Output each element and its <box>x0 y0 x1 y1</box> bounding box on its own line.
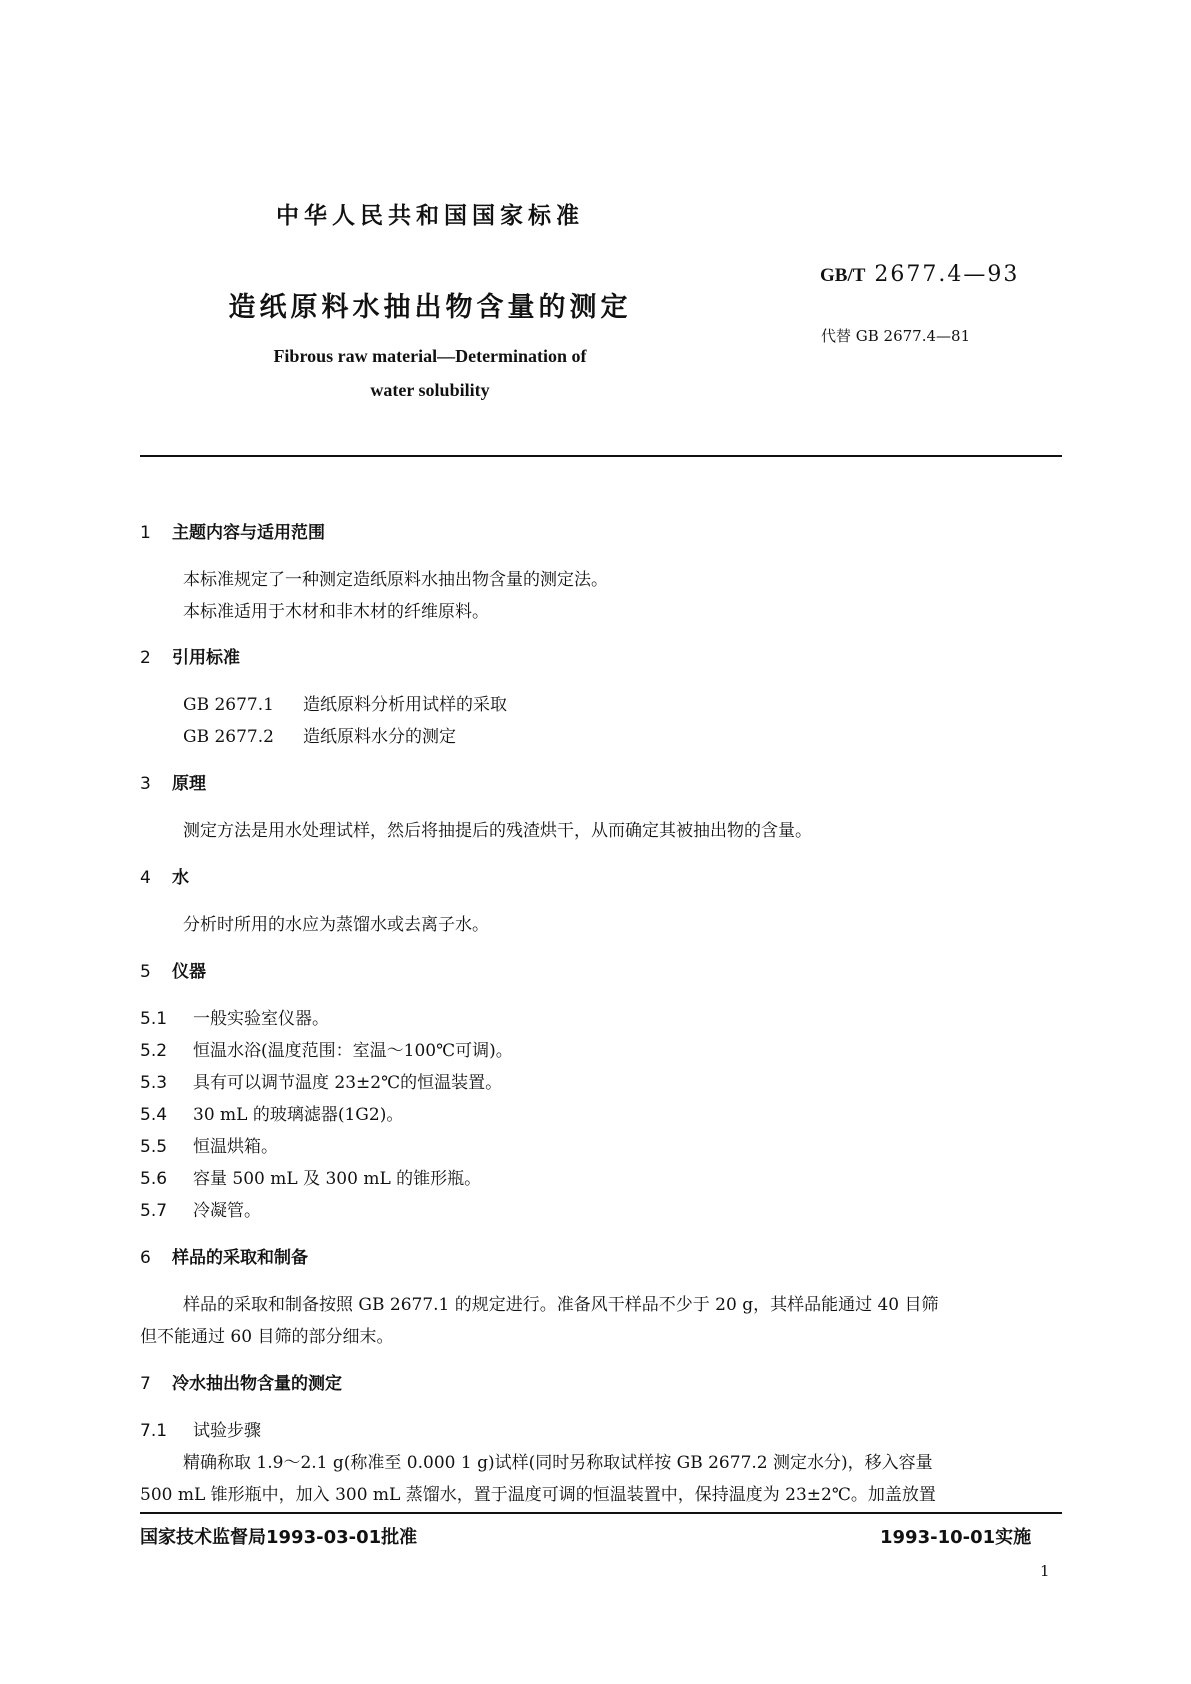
section-4-title: 水 <box>172 868 189 888</box>
instrument-item <box>140 1164 481 1189</box>
item-text: 具有可以调节温度 23±2℃的恒温装置。 <box>193 1073 503 1093</box>
document-title-en-line2: water solubility <box>370 380 490 400</box>
item-text: 冷凝管。 <box>193 1201 261 1221</box>
item-number: 5.4 <box>140 1105 168 1125</box>
item-number: 5.6 <box>140 1169 168 1189</box>
standard-category: 中华人民共和国国家标准 <box>276 203 584 229</box>
section-7-number: 7 <box>140 1374 151 1394</box>
section-6-heading <box>140 1243 308 1268</box>
section-4-heading <box>140 863 189 888</box>
section-6-paragraph-1: 样品的采取和制备按照 GB 2677.1 的规定进行。准备风干样品不少于 20 g，其样品能通过 40 目筛 <box>183 1295 939 1315</box>
section-7-title: 冷水抽出物含量的测定 <box>172 1374 342 1394</box>
section-7-paragraph-2: 500 mL 锥形瓶中，加入 300 mL 蒸馏水，置于温度可调的恒温装置中，保持温度为 23±2℃。加盖放置 <box>140 1485 936 1505</box>
reference-code: GB 2677.2 <box>183 727 274 747</box>
reference-item <box>183 722 456 747</box>
instrument-item <box>140 1132 278 1157</box>
footer-divider <box>140 1512 1062 1514</box>
instrument-item <box>140 1196 261 1221</box>
standard-code-number: 2677.4—93 <box>874 262 1020 287</box>
item-text: 30 mL 的玻璃滤器(1G2)。 <box>193 1105 404 1125</box>
standard-code <box>820 262 1019 287</box>
reference-title: 造纸原料分析用试样的采取 <box>303 695 507 715</box>
section-2-heading <box>140 643 240 668</box>
section-1-paragraph-2: 本标准适用于木材和非木材的纤维原料。 <box>183 602 489 622</box>
document-title-cn: 造纸原料水抽出物含量的测定 <box>228 292 632 323</box>
section-1-title: 主题内容与适用范围 <box>172 523 325 543</box>
section-3-title: 原理 <box>172 774 206 794</box>
item-number: 5.7 <box>140 1201 168 1221</box>
section-3-number: 3 <box>140 774 151 794</box>
reference-title: 造纸原料水分的测定 <box>303 727 456 747</box>
instrument-item <box>140 1004 329 1029</box>
instrument-item <box>140 1068 502 1093</box>
effective-date: 1993-10-01实施 <box>880 1527 1032 1548</box>
section-3-heading <box>140 769 206 794</box>
section-7-paragraph-1: 精确称取 1.9～2.1 g(称准至 0.000 1 g)试样(同时另称取试样按 GB 2677.2 测定水分)，移入容量 <box>183 1453 933 1473</box>
reference-code: GB 2677.1 <box>183 695 274 715</box>
section-3-paragraph-1: 测定方法是用水处理试样，然后将抽提后的残渣烘干，从而确定其被抽出物的含量。 <box>183 821 812 841</box>
replaces-standard: 代替 GB 2677.4—81 <box>821 327 971 345</box>
section-2-title: 引用标准 <box>172 648 240 668</box>
section-1-number: 1 <box>140 523 151 543</box>
item-number: 5.1 <box>140 1009 168 1029</box>
item-number: 5.3 <box>140 1073 168 1093</box>
section-4-number: 4 <box>140 868 151 888</box>
item-number: 5.5 <box>140 1137 168 1157</box>
section-4-paragraph-1: 分析时所用的水应为蒸馏水或去离子水。 <box>183 915 489 935</box>
subsection-7-1-heading <box>140 1416 261 1441</box>
item-number: 5.2 <box>140 1041 168 1061</box>
section-1-heading <box>140 518 325 543</box>
section-6-number: 6 <box>140 1248 151 1268</box>
section-5-number: 5 <box>140 962 151 982</box>
instrument-item <box>140 1100 403 1125</box>
section-7-heading <box>140 1369 342 1394</box>
instrument-item <box>140 1036 513 1061</box>
item-text: 一般实验室仪器。 <box>193 1009 329 1029</box>
approval-statement: 国家技术监督局1993-03-01批准 <box>140 1527 418 1548</box>
section-1-paragraph-1: 本标准规定了一种测定造纸原料水抽出物含量的测定法。 <box>183 570 608 590</box>
section-5-title: 仪器 <box>172 962 206 982</box>
section-6-paragraph-2: 但不能通过 60 目筛的部分细末。 <box>140 1327 394 1347</box>
section-2-number: 2 <box>140 648 151 668</box>
header-divider <box>140 455 1062 457</box>
subsection-number: 7.1 <box>140 1421 168 1441</box>
item-text: 容量 500 mL 及 300 mL 的锥形瓶。 <box>193 1169 482 1189</box>
subsection-title: 试验步骤 <box>193 1421 261 1441</box>
page-number: 1 <box>1040 1562 1050 1580</box>
section-6-title: 样品的采取和制备 <box>172 1248 308 1268</box>
reference-item <box>183 690 507 715</box>
document-title-en-line1: Fibrous raw material—Determination of <box>273 346 587 366</box>
item-text: 恒温水浴(温度范围：室温～100℃可调)。 <box>193 1041 513 1061</box>
item-text: 恒温烘箱。 <box>193 1137 278 1157</box>
standard-code-prefix: GB/T <box>820 265 866 286</box>
section-5-heading <box>140 957 206 982</box>
